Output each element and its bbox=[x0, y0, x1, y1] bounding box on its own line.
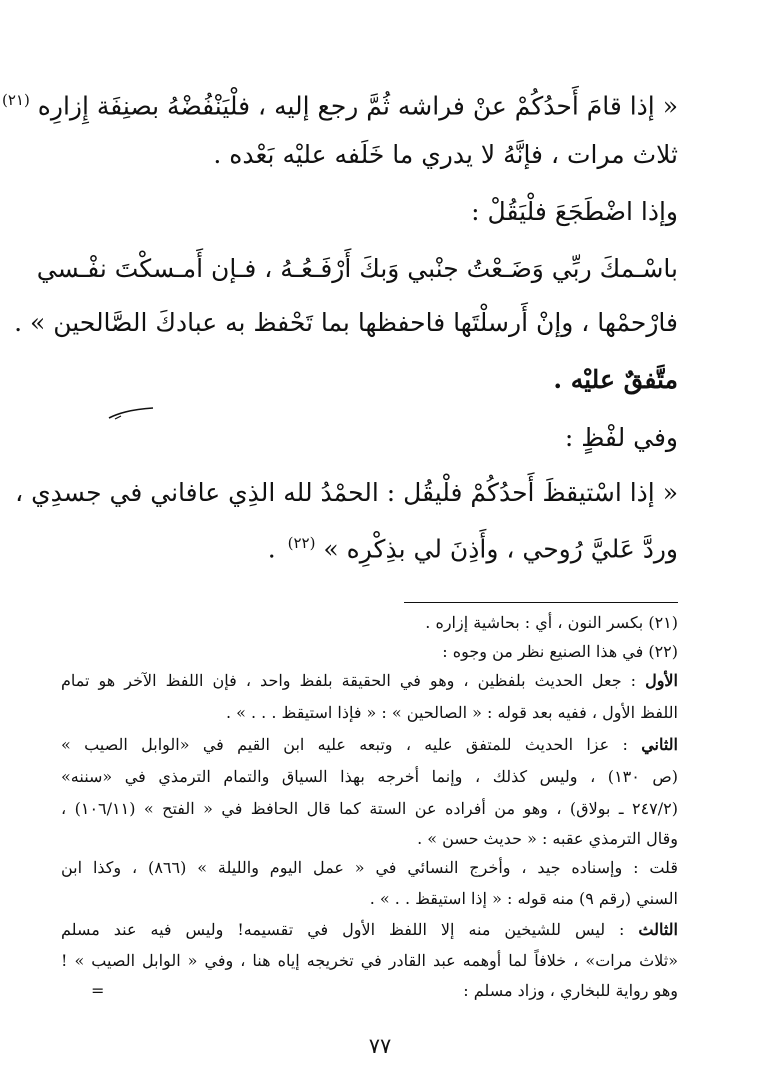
swash-mark bbox=[107, 404, 155, 422]
continuation-mark: = bbox=[91, 981, 105, 1000]
footnote-22-third-cont-1: «ثلاث مرات» ، خلافاً لما أوهمه عبد القادر في تخريجه إياه هنا ، وفي « الوابل الصيب » ! bbox=[61, 951, 678, 970]
footnote-22: (٢٢) في هذا الصنيع نظر من وجوه : bbox=[442, 642, 678, 661]
hadith-line-2: ثلاث مرات ، فإنَّهُ لا يدري ما خَلَفه عليْه بَعْده . bbox=[213, 140, 678, 169]
footnote-22-second-cont-2: (٢٤٧/٢ ـ بولاق) ، وهو من أفراده عن الستة كما قال الحافظ في « الفتح » (١٠٦/١١) ، bbox=[61, 799, 678, 818]
variant-line-2 bbox=[268, 525, 678, 567]
footnote-22-note-2: السني (رقم ٩) منه قوله : « إذا استيقظ . . » . bbox=[369, 889, 678, 908]
footnote-22-second-cont-1: (ص ١٣٠) ، وليس كذلك ، وإنما أخرجه بهذا السياق والتمام الترمذي في «سننه» bbox=[61, 767, 679, 786]
page-number: ٧٧ bbox=[368, 1034, 392, 1058]
footnote-22-first-cont: اللفظ الأول ، ففيه بعد قوله : « الصالحين » : « فإذا استيقظ . . . » . bbox=[225, 703, 678, 722]
variant-heading: وفي لفْظٍ : bbox=[564, 423, 678, 452]
variant-line-2-text: وردَّ عَليَّ رُوحي ، وأَذِنَ لي بذِكْرِه » bbox=[323, 534, 678, 564]
variant-line-2-end: . bbox=[267, 534, 284, 564]
footnote-ref-22: (٢٢) bbox=[287, 534, 316, 552]
hadith-line-1 bbox=[2, 82, 678, 124]
hadith-line-1-text: « إذا قامَ أَحدُكُمْ عنْ فراشه ثُمَّ رجع إليه ، فلْيَنْفُضْهُ بصنِفَة إِزارِه bbox=[37, 91, 678, 121]
footnote-22-third bbox=[61, 917, 678, 943]
source-attribution: متَّفقٌ عليْه . bbox=[553, 365, 678, 394]
footnote-22-third-cont-2: وهو رواية للبخاري ، وزاد مسلم : bbox=[463, 981, 678, 1000]
footnote-22-second-cont-3: وقال الترمذي عقبه : « حديث حسن » . bbox=[417, 829, 678, 848]
third-point-label: الثالث bbox=[638, 920, 678, 939]
footnote-21: (٢١) بكسر النون ، أي : بحاشية إزاره . bbox=[425, 613, 678, 632]
footnote-22-first bbox=[61, 668, 678, 694]
variant-line-1: « إذا اسْتيقظَ أَحدُكُمْ فلْيقُل : الحمْدُ لله الذِي عافاني في جسدِي ، bbox=[15, 478, 678, 507]
footnote-22-second bbox=[61, 732, 678, 758]
dua-line-2: فارْحمْها ، وإنْ أَرسلْتَها فاحفظها بما تَحْفظ به عبادكَ الصَّالحين » . bbox=[14, 308, 678, 337]
hadith-line-3: وإذا اضْطَجَعَ فلْيَقُلْ : bbox=[471, 197, 678, 226]
second-point-label: الثاني bbox=[641, 735, 678, 754]
footnote-ref-21: (٢١) bbox=[2, 91, 30, 109]
footnote-22-note-1: قلت : وإسناده جيد ، وأخرج النسائي في « عمل اليوم والليلة » (٨٦٦) ، وكذا ابن bbox=[61, 858, 679, 877]
third-point-text: : ليس للشيخين منه إلا اللفظ الأول في تقسيمه! وليس فيه عند مسلم bbox=[61, 920, 639, 939]
first-point-text: : جعل الحديث بلفظين ، وهو في الحقيقة بلفظ واحد ، فإن اللفظ الآخر هو تمام bbox=[61, 671, 646, 690]
dua-line-1: باسْـمكَ ربِّي وَضَـعْتُ جنْبي وَبكَ أَرْفَـعُـهُ ، فـإن أَمـسكْتَ نفْـسي bbox=[36, 254, 678, 283]
second-point-text: : عزا الحديث للمتفق عليه ، وتبعه عليه ابن القيم في «الوابل الصيب » bbox=[61, 735, 642, 754]
footnote-divider bbox=[404, 602, 678, 603]
first-point-label: الأول bbox=[645, 671, 678, 690]
